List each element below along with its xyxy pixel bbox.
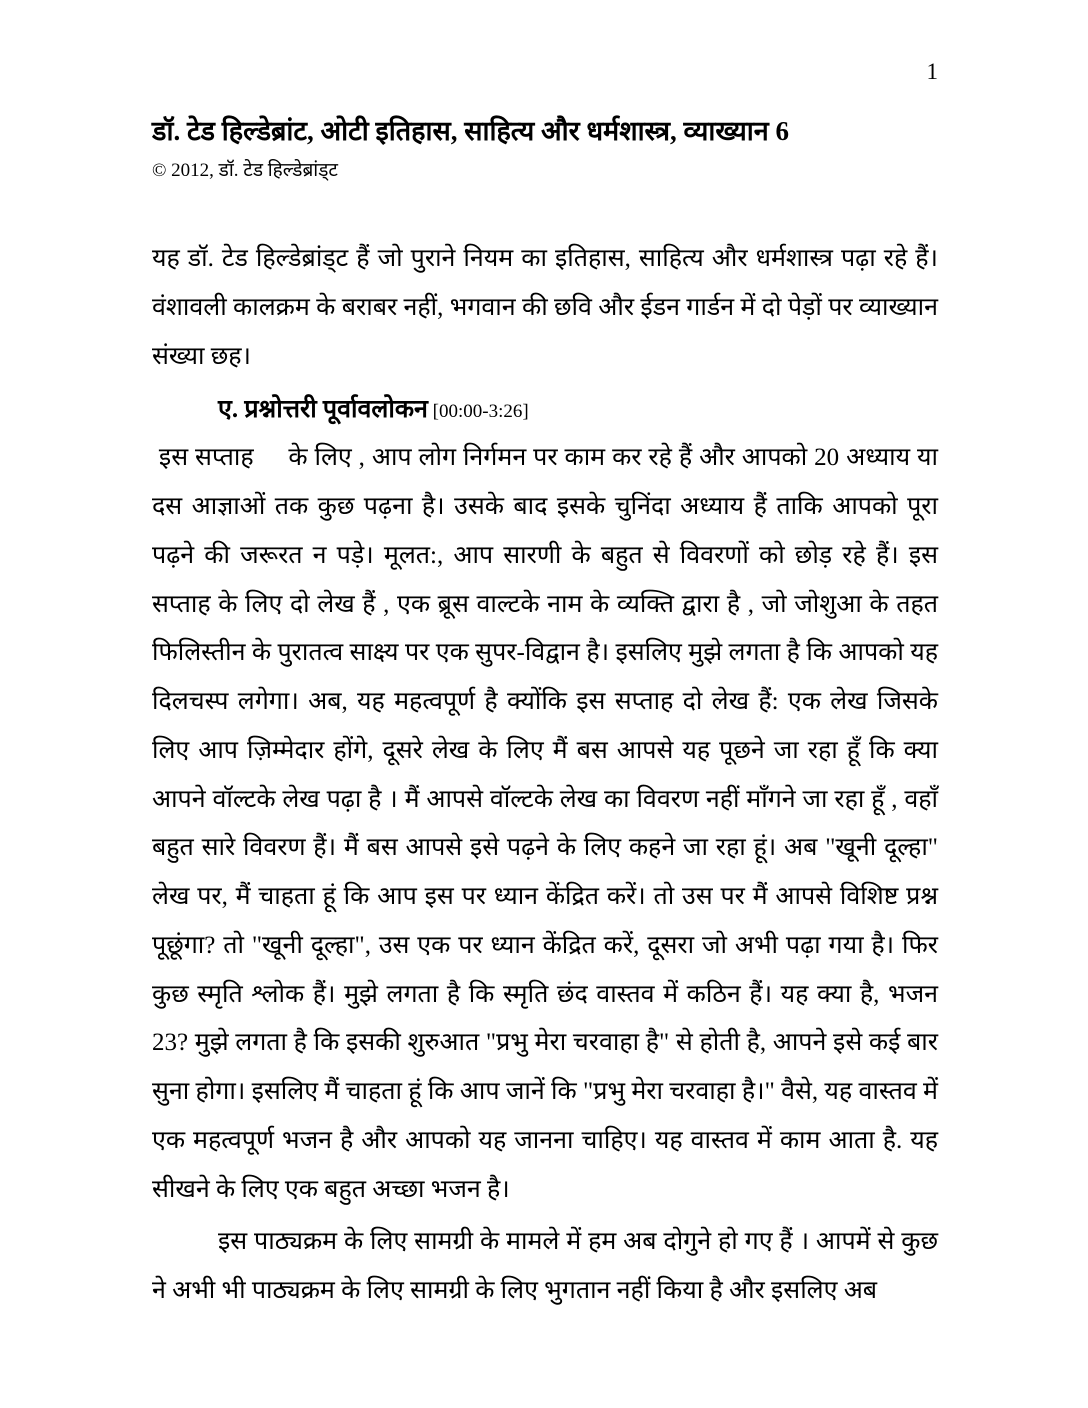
copyright-line: © 2012, डॉ. टेड हिल्डेब्रांड्ट xyxy=(152,159,338,181)
section-timestamp: [00:00-3:26] xyxy=(427,400,529,422)
closing-paragraph: इस पाठ्यक्रम के लिए सामग्री के मामले में हम अब दोगुने हो गए हैं । आपमें से कुछ ने अभी भी पाठ्यक्रम के लिए सामग्री के लिए भुगतान नहीं किया है और इसलिए अब xyxy=(152,1228,938,1305)
intro-paragraph: यह डॉ. टेड हिल्डेब्रांड्ट हैं जो पुराने नियम का इतिहास, साहित्य और धर्मशास्त्र पढ़ा रहे हैं। वंशावली कालक्रम के बराबर नहीं, भगवान की छवि और ईडन गार्डन में दो पेड़ों पर व्याख्यान संख्या छह। xyxy=(152,245,938,370)
section-heading xyxy=(218,386,938,435)
body-paragraph: इस सप्ताह के लिए , आप लोग निर्गमन पर काम कर रहे हैं और आपको 20 अध्याय या दस आज्ञाओं तक कुछ पढ़ना है। उसके बाद इसके चुनिंदा अध्याय हैं ताकि आपको पूरा पढ़ने की जरूरत न पड़े। मूलत:, आप सारणी के बहुत से विवरणों को छोड़ रहे हैं। इस सप्ताह के लिए दो लेख हैं , एक ब्रूस वाल्टके नाम के व्यक्ति द्वारा है , जो जोशुआ के तहत फिलिस्तीन के पुरातत्व साक्ष्य पर एक सुपर-विद्वान है। इसलिए मुझे लगता है कि आपको यह दिलचस्प लगेगा। अब, यह महत्वपूर्ण है क्योंकि इस सप्ताह दो लेख हैं: एक लेख जिसके लिए आप ज़िम्मेदार होंगे, दूसरे लेख के लिए मैं बस आपसे यह पूछने जा रहा हूँ कि क्या आपने वॉल्टके लेख पढ़ा है । मैं आपसे वॉल्टके लेख का विवरण नहीं माँगने जा रहा हूँ , वहाँ बहुत सारे विवरण हैं। मैं बस आपसे इसे पढ़ने के लिए कहने जा रहा हूं। अब "खूनी दूल्हा" लेख पर, मैं चाहता हूं कि आप इस पर ध्यान केंद्रित करें। तो उस पर मैं आपसे विशिष्ट प्रश्न पूछूंगा? तो "खूनी दूल्हा", उस एक पर ध्यान केंद्रित करें, दूसरा जो अभी पढ़ा गया है। फिर कुछ स्मृति श्लोक हैं। मुझे लगता है कि स्मृति छंद वास्तव में कठिन हैं। यह क्या है, भजन 23? मुझे लगता है कि इसकी शुरुआत "प्रभु मेरा चरवाहा है" से होती है, आपने इसे कई बार सुना होगा। इसलिए मैं चाहता हूं कि आप जानें कि "प्रभु मेरा चरवाहा है।" वैसे, यह वास्तव में एक महत्वपूर्ण भजन है और आपको यह जानना चाहिए। यह वास्तव में काम आता है. यह सीखने के लिए एक बहुत अच्छा भजन है। xyxy=(152,444,938,1203)
document-title: डॉ. टेड हिल्डेब्रांट, ओटी इतिहास, साहित्य और धर्मशास्त्र, व्याख्यान 6 xyxy=(152,115,790,146)
section-heading-text: ए. प्रश्नोत्तरी पूर्वावलोकन xyxy=(218,395,428,423)
page-number: 1 xyxy=(926,59,938,84)
